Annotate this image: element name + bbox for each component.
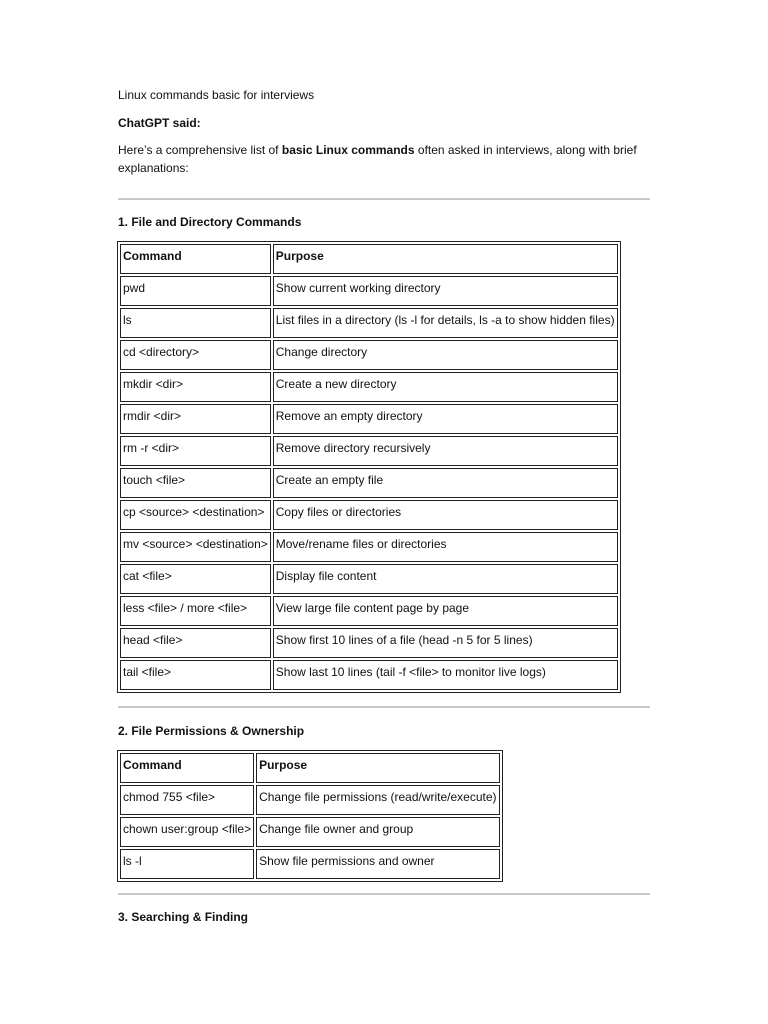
purpose-cell: Display file content <box>273 564 618 594</box>
section-divider <box>118 198 650 200</box>
purpose-cell: Copy files or directories <box>273 500 618 530</box>
command-cell: tail <file> <box>120 660 271 690</box>
purpose-cell: Remove directory recursively <box>273 436 618 466</box>
header-purpose: Purpose <box>256 753 499 783</box>
section-divider <box>118 893 650 895</box>
table-row <box>120 340 618 370</box>
header-command: Command <box>120 244 271 274</box>
command-cell: mkdir <dir> <box>120 372 271 402</box>
command-cell: cd <directory> <box>120 340 271 370</box>
table-header-row <box>120 753 500 783</box>
section-2-heading <box>118 722 304 740</box>
purpose-cell: Change file owner and group <box>256 817 499 847</box>
purpose-cell: Show current working directory <box>273 276 618 306</box>
section-3-heading <box>118 908 248 926</box>
table-row <box>120 276 618 306</box>
purpose-cell: Create an empty file <box>273 468 618 498</box>
purpose-cell: Create a new directory <box>273 372 618 402</box>
table-row <box>120 628 618 658</box>
table-row <box>120 596 618 626</box>
intro-bold: basic Linux commands <box>281 143 415 157</box>
intro-after: often asked in interviews, along with brief explanations: <box>118 143 637 175</box>
section-1-title: 1. File and Directory Commands <box>118 215 302 229</box>
command-cell: ls <box>120 308 271 338</box>
table-row <box>120 660 618 690</box>
section-3-title: 3. Searching & Finding <box>118 910 249 924</box>
command-cell: rmdir <dir> <box>120 404 271 434</box>
command-cell: head <file> <box>120 628 271 658</box>
purpose-cell: Show file permissions and owner <box>256 849 499 879</box>
header-command: Command <box>120 753 254 783</box>
purpose-cell: Remove an empty directory <box>273 404 618 434</box>
section-1-heading <box>118 213 301 231</box>
speaker-label <box>118 114 201 132</box>
table-row <box>120 849 500 879</box>
table-row <box>120 436 618 466</box>
command-cell: cp <source> <destination> <box>120 500 271 530</box>
command-cell: chown user:group <file> <box>120 817 254 847</box>
table-row <box>120 532 618 562</box>
table-header-row <box>120 244 618 274</box>
table-row <box>120 817 500 847</box>
command-cell: rm -r <dir> <box>120 436 271 466</box>
permissions-ownership-table <box>117 750 503 882</box>
header-purpose: Purpose <box>273 244 618 274</box>
purpose-cell: Show last 10 lines (tail -f <file> to monitor live logs) <box>273 660 618 690</box>
speaker-label-text: ChatGPT said: <box>118 116 201 130</box>
purpose-cell: Change file permissions (read/write/execute) <box>256 785 499 815</box>
table-row <box>120 404 618 434</box>
command-cell: ls -l <box>120 849 254 879</box>
command-cell: mv <source> <destination> <box>120 532 271 562</box>
purpose-cell: Move/rename files or directories <box>273 532 618 562</box>
purpose-cell: List files in a directory (ls -l for details, ls -a to show hidden files) <box>273 308 618 338</box>
section-divider <box>118 706 650 708</box>
intro-before: Here’s a comprehensive list of <box>118 143 282 157</box>
section-2-title: 2. File Permissions & Ownership <box>118 724 305 738</box>
table-row <box>120 564 618 594</box>
command-cell: cat <file> <box>120 564 271 594</box>
purpose-cell: View large file content page by page <box>273 596 618 626</box>
file-directory-commands-table <box>117 241 621 693</box>
purpose-cell: Change directory <box>273 340 618 370</box>
command-cell: touch <file> <box>120 468 271 498</box>
intro-paragraph <box>118 141 650 177</box>
command-cell: less <file> / more <file> <box>120 596 271 626</box>
table-row <box>120 372 618 402</box>
table-row <box>120 308 618 338</box>
prompt-text: Linux commands basic for interviews <box>118 88 315 102</box>
table-row <box>120 468 618 498</box>
command-cell: chmod 755 <file> <box>120 785 254 815</box>
table-row <box>120 500 618 530</box>
purpose-cell: Show first 10 lines of a file (head -n 5 for 5 lines) <box>273 628 618 658</box>
table-row <box>120 785 500 815</box>
command-cell: pwd <box>120 276 271 306</box>
